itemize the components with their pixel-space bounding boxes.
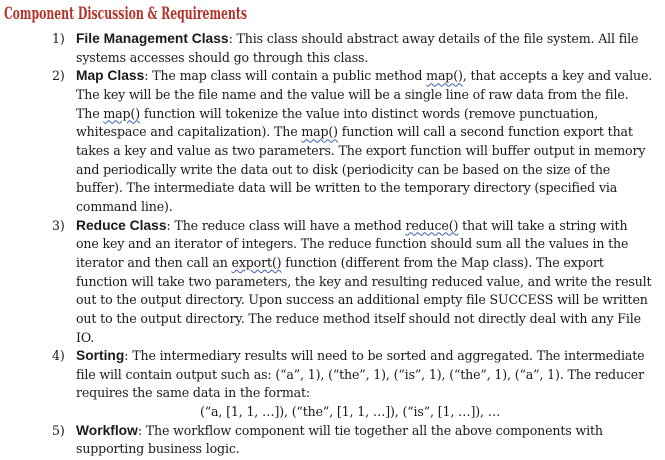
- requirement-map-class: [0, 67, 665, 216]
- requirement-title: File Management Class: [76, 31, 229, 46]
- list-number: 1): [52, 31, 65, 46]
- list-number: 5): [52, 422, 65, 438]
- function-reference: map(): [426, 68, 463, 84]
- sequence-example: (“a, [1, 1, …]), (“the”, [1, 1, …]), (“is”, [1, …]), …: [200, 404, 501, 420]
- requirement-title: Reduce Class: [76, 217, 167, 233]
- requirement-text: that will take a string with one key and an iterator of integers. The reduce function should sum all the values in the iterator and then call an: [76, 217, 629, 270]
- function-reference: reduce(): [405, 217, 459, 233]
- requirement-text: : The reduce class will have a method: [166, 217, 406, 233]
- function-reference: export(): [231, 254, 282, 270]
- requirement-title: Map Class: [76, 68, 145, 84]
- requirement-file-management: [0, 30, 665, 67]
- requirement-text: function (different from the Map class). The export function will take two parameters, the key and resulting reduced value, and write the result out to the output directory. Upon success an additional empty file SUCCESS will be written out to the output directory. The reduce method itself should not directly deal with any File IO.: [76, 254, 652, 345]
- requirement-text: : The workflow component will tie together all the above components with supporting business logic.: [76, 422, 603, 457]
- section-heading: Component Discussion & Requirements: [4, 4, 248, 23]
- requirement-reduce-class: [0, 217, 665, 348]
- requirements-list: [0, 30, 665, 459]
- requirement-text: : The intermediary results will need to be sorted and aggregated. The intermediate file will contain output such as: (“a”, 1), (“the”, 1), (“is”, 1), (“the”, 1), (“a”, 1). The reducer requires the same data in the format:: [76, 348, 645, 401]
- list-number: 4): [52, 348, 65, 364]
- list-number: 3): [52, 217, 65, 233]
- requirement-text: function will tokenize the value into distinct words (remove punctuation, whitespace and capitalization). The: [76, 105, 599, 140]
- requirement-sorting: [0, 347, 665, 422]
- requirement-text: : The map class will contain a public method: [144, 68, 427, 84]
- requirement-title: Workflow: [76, 422, 138, 438]
- list-number: 2): [52, 68, 65, 84]
- requirement-text: function will call a second function export that takes a key and value as two parameters. The export function will buffer output in memory and periodically write the data out to disk (periodicity can be based on the size of the buffer). The intermediate data will be written to the temporary directory (specified via command line).: [76, 124, 646, 214]
- function-reference: map(): [103, 105, 140, 121]
- function-reference: map(): [301, 124, 338, 140]
- requirement-workflow: [0, 422, 665, 459]
- requirement-text: : This class should abstract away details of the file system. All file systems accesses should go through this class.: [76, 31, 639, 65]
- requirement-title: Sorting: [76, 348, 125, 364]
- requirement-text: , that accepts a key and value. The key will be the file name and the value will be a single line of raw data from the file. The: [76, 68, 653, 121]
